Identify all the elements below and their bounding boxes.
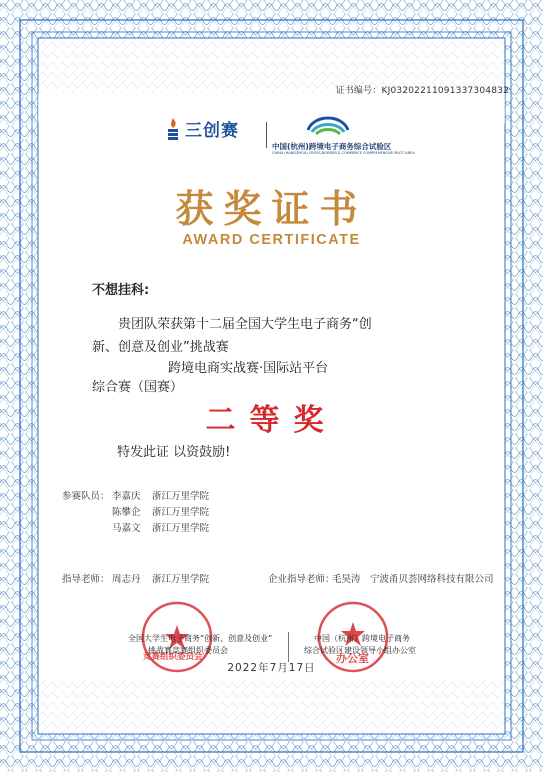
pilot-area-subtitle: CHINA (HANGZHOU) CROSS-BORDER E-COMMERCE COMPREHENSIVE PILOT AREA [272, 151, 415, 155]
award-level: 二等奖 [205, 403, 338, 438]
team-member-name: 马嘉文 [112, 523, 141, 534]
sanchuang-brand: 三创赛 [185, 121, 239, 141]
right-seal-text: 办公室 [336, 652, 369, 665]
team-member-school: 浙江万里学院 [152, 523, 210, 534]
enterprise-advisor-label: 企业指导老师： [268, 574, 335, 585]
right-issuer-line-2: 综合试验区建设领导小组办公室 [304, 646, 416, 655]
logo-divider [266, 122, 267, 148]
advisor-name: 周志丹 [112, 574, 141, 585]
issue-date: 2022年7月17日 [227, 662, 316, 674]
certificate-number: 证书编号：KJ03202211091337304832 [335, 86, 509, 96]
issuer-divider [288, 632, 289, 662]
certificate-title-en: AWARD CERTIFICATE [182, 232, 361, 248]
left-issuer-line-1: 全国大学生电子商务“创新、创意及创业” [128, 634, 273, 643]
pilot-area-emblem-icon [304, 110, 352, 140]
team-label: 参赛队员： [62, 491, 110, 502]
left-seal-text: 竞赛组织委员会 [143, 652, 203, 662]
pilot-area-name: 中国(杭州)跨境电子商务综合试验区 [272, 142, 392, 151]
certificate-title: 获奖证书 [175, 186, 368, 231]
recipient-name: 不想挂科: [92, 283, 150, 298]
closing-note: 特发此证 以资鼓励! [117, 445, 231, 460]
left-issuer-line-2: 挑战赛竞赛组织委员会 [148, 646, 228, 655]
team-member-name: 陈攀企 [112, 507, 141, 518]
enterprise-advisor-company: 宁波甬贝荟网络科技有限公司 [370, 574, 494, 585]
body-line-1: 贵团队荣获第十二届全国大学生电子商务“创 [118, 317, 372, 332]
body-line-4: 综合赛（国赛） [92, 380, 184, 395]
body-line-3: 跨境电商实战赛·国际站平台 [168, 361, 329, 376]
pilot-area-logo [270, 108, 415, 158]
advisor-school: 浙江万里学院 [152, 574, 210, 585]
sanchuang-logo [165, 116, 239, 141]
team-member-school: 浙江万里学院 [152, 507, 210, 518]
enterprise-advisor-name: 毛昊涛 [332, 574, 361, 585]
body-line-2: 新、创意及创业”挑战赛 [92, 340, 229, 355]
torch-icon [165, 117, 181, 141]
team-member-school: 浙江万里学院 [152, 491, 210, 502]
advisor-label: 指导老师： [62, 574, 110, 585]
right-issuer-line-1: 中国（杭州）跨境电子商务 [314, 634, 410, 643]
team-member-name: 李嘉庆 [112, 491, 141, 502]
